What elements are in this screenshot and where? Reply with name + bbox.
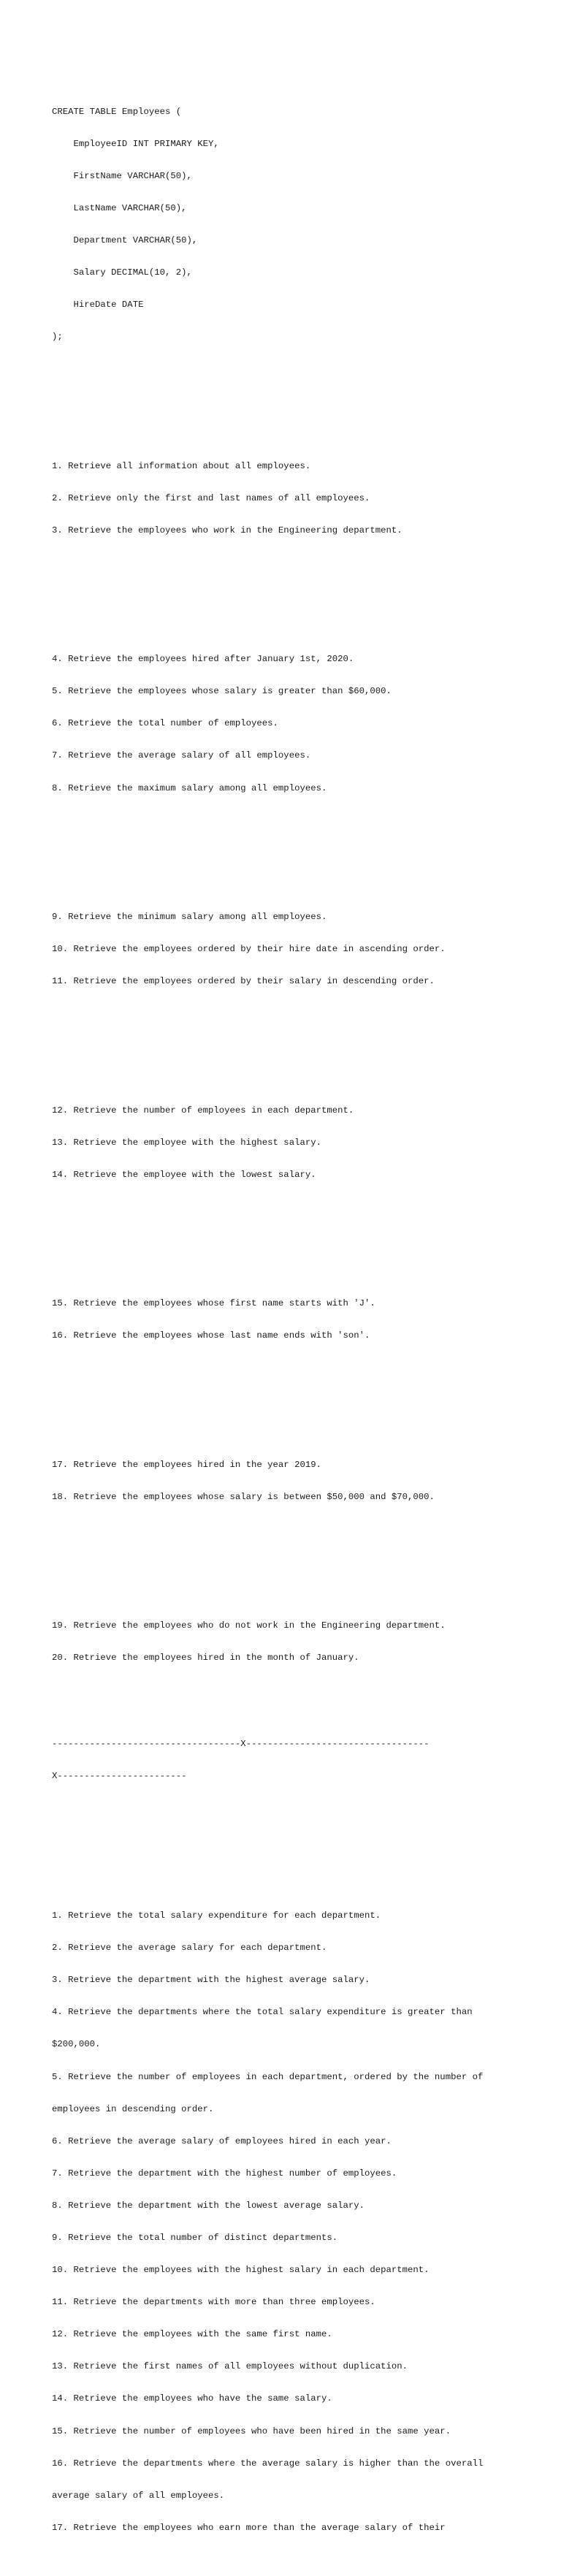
basic-questions-group-5: [52, 1277, 534, 1363]
question-item: 1. Retrieve all information about all employees.: [52, 460, 311, 471]
question-item: 4. Retrieve the departments where the total salary expenditure is greater than: [52, 2007, 473, 2018]
question-item: 7. Retrieve the department with the highest number of employees.: [52, 2168, 397, 2179]
schema-block: [52, 85, 534, 364]
question-item: 3. Retrieve the department with the highest average salary.: [52, 1975, 370, 1986]
question-item: 5. Retrieve the number of employees in each department, ordered by the number of: [52, 2071, 484, 2082]
question-item: 12. Retrieve the employees with the same first name.: [52, 2329, 332, 2340]
advanced-questions: [52, 1889, 534, 2555]
question-item: 10. Retrieve the employees with the highest salary in each department.: [52, 2265, 430, 2276]
question-item: 11. Retrieve the employees ordered by their salary in descending order.: [52, 976, 435, 987]
question-item: 2. Retrieve the average salary for each department.: [52, 1943, 327, 1954]
question-item: 16. Retrieve the departments where the average salary is higher than the overall: [52, 2458, 484, 2469]
question-item: 9. Retrieve the minimum salary among all employees.: [52, 911, 327, 922]
question-item: 3. Retrieve the employees who work in the Engineering department.: [52, 525, 402, 536]
spacer: [52, 847, 534, 858]
question-item: 15. Retrieve the number of employees who have been hired in the same year.: [52, 2426, 451, 2436]
question-item: 18. Retrieve the employees whose salary is between $50,000 and $70,000.: [52, 1491, 435, 1502]
question-item: 10. Retrieve the employees ordered by their hire date in ascending order.: [52, 944, 446, 955]
schema-line: CREATE TABLE Employees (: [52, 106, 182, 117]
question-item: 11. Retrieve the departments with more than three employees.: [52, 2297, 375, 2308]
spacer: [52, 1835, 534, 1856]
separator-line: X------------------------: [52, 1770, 187, 1781]
basic-questions-group-1: [52, 439, 534, 557]
question-item: 9. Retrieve the total number of distinct departments.: [52, 2232, 338, 2243]
question-item: 15. Retrieve the employees whose first name starts with 'J'.: [52, 1298, 375, 1309]
schema-line: Department VARCHAR(50),: [52, 235, 198, 245]
basic-questions-group-2: [52, 633, 534, 815]
question-item: $200,000.: [52, 2039, 101, 2050]
basic-questions-group-7: [52, 1599, 534, 1685]
question-item: 13. Retrieve the first names of all employees without duplication.: [52, 2361, 408, 2372]
spacer: [52, 396, 534, 407]
spacer: [52, 590, 534, 601]
question-item: 14. Retrieve the employee with the lowest salary.: [52, 1169, 316, 1180]
document-page: [52, 53, 534, 2576]
question-item: 6. Retrieve the average salary of employees hired in each year.: [52, 2135, 392, 2146]
schema-line: LastName VARCHAR(50),: [52, 202, 187, 213]
question-item: 17. Retrieve the employees who earn more than the average salary of their: [52, 2522, 446, 2533]
section-separator: [52, 1717, 534, 1803]
basic-questions-group-4: [52, 1083, 534, 1202]
question-item: 14. Retrieve the employees who have the same salary.: [52, 2393, 332, 2404]
basic-questions-group-6: [52, 1438, 534, 1524]
spacer: [52, 1556, 534, 1567]
question-item: 7. Retrieve the average salary of all employees.: [52, 750, 311, 761]
question-item: employees in descending order.: [52, 2103, 214, 2114]
question-item: 19. Retrieve the employees who do not work in the Engineering department.: [52, 1620, 446, 1631]
spacer: [52, 1040, 534, 1051]
question-item: 12. Retrieve the number of employees in each department.: [52, 1105, 354, 1116]
schema-line: HireDate DATE: [52, 300, 144, 310]
question-item: 4. Retrieve the employees hired after January 1st, 2020.: [52, 654, 354, 665]
question-item: 6. Retrieve the total number of employees.: [52, 718, 278, 729]
schema-line: );: [52, 332, 63, 343]
question-item: 8. Retrieve the department with the lowest average salary.: [52, 2200, 365, 2211]
question-item: 17. Retrieve the employees hired in the year 2019.: [52, 1459, 321, 1470]
spacer: [52, 1234, 534, 1245]
basic-questions-group-3: [52, 891, 534, 1009]
question-item: 16. Retrieve the employees whose last name ends with 'son'.: [52, 1330, 370, 1341]
question-item: 1. Retrieve the total salary expenditure for each department.: [52, 1910, 381, 1921]
schema-line: Salary DECIMAL(10, 2),: [52, 267, 192, 278]
question-item: 13. Retrieve the employee with the highest salary.: [52, 1137, 321, 1148]
question-item: 5. Retrieve the employees whose salary is greater than $60,000.: [52, 686, 392, 697]
spacer: [52, 1395, 534, 1406]
question-item: average salary of all employees.: [52, 2490, 225, 2501]
schema-line: FirstName VARCHAR(50),: [52, 170, 192, 181]
separator-line: -----------------------------------X----------------------------------: [52, 1738, 430, 1749]
question-item: 20. Retrieve the employees hired in the month of January.: [52, 1653, 359, 1664]
question-item: 8. Retrieve the maximum salary among all employees.: [52, 782, 327, 793]
question-item: 2. Retrieve only the first and last names of all employees.: [52, 492, 370, 503]
schema-line: EmployeeID INT PRIMARY KEY,: [52, 138, 219, 149]
